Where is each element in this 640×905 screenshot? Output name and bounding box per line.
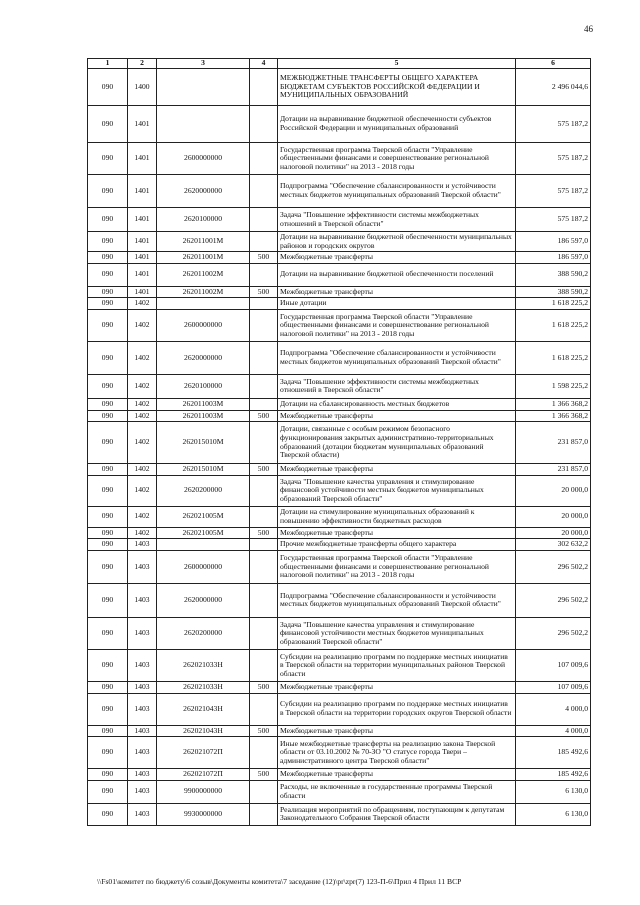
cell-expense-type-code — [250, 309, 278, 341]
cell-target-article-code: 262011003М — [157, 410, 250, 422]
cell-target-article-code: 262011002М — [157, 286, 250, 298]
cell-target-article-code: 262021005М — [157, 506, 250, 527]
cell-section-code: 1403 — [128, 649, 157, 681]
cell-chapter-code: 090 — [88, 464, 128, 476]
cell-item-name: Межбюджетные трансферты — [278, 681, 516, 693]
cell-amount: 1 366 368,2 — [516, 410, 591, 422]
cell-chapter-code: 090 — [88, 550, 128, 583]
cell-chapter-code: 090 — [88, 803, 128, 825]
cell-chapter-code: 090 — [88, 309, 128, 341]
header-cell-3: 3 — [157, 59, 250, 69]
cell-section-code: 1401 — [128, 208, 157, 232]
table-row — [88, 780, 591, 803]
cell-item-name: Реализация мероприятий по обращениям, поступающим к депутатам Законодательного Собрания Тверской области — [278, 803, 516, 825]
cell-section-code: 1403 — [128, 539, 157, 551]
cell-expense-type-code: 500 — [250, 725, 278, 737]
cell-amount: 575 187,2 — [516, 208, 591, 232]
cell-item-name: Государственная программа Тверской области "Управление общественными финансами и совершенствование региональной налоговой политики" на 2013 - 2018 годы — [278, 143, 516, 175]
cell-amount: 107 009,6 — [516, 649, 591, 681]
cell-section-code: 1400 — [128, 69, 157, 106]
cell-section-code: 1402 — [128, 410, 157, 422]
table-row — [88, 617, 591, 649]
cell-chapter-code: 090 — [88, 298, 128, 310]
table-row — [88, 681, 591, 693]
cell-amount: 1 618 225,2 — [516, 298, 591, 310]
header-cell-6: 6 — [516, 59, 591, 69]
table-row — [88, 263, 591, 286]
cell-amount: 231 857,0 — [516, 422, 591, 464]
cell-item-name: Иные дотации — [278, 298, 516, 310]
cell-chapter-code: 090 — [88, 175, 128, 208]
header-row — [88, 59, 591, 69]
cell-item-name: Задача "Повышение качества управления и стимулирование финансовой устойчивости местных бюджетов муниципальных образований Тверской области" — [278, 617, 516, 649]
cell-chapter-code: 090 — [88, 398, 128, 410]
cell-expense-type-code — [250, 803, 278, 825]
cell-chapter-code: 090 — [88, 263, 128, 286]
cell-section-code: 1401 — [128, 106, 157, 143]
cell-target-article-code: 262021033Н — [157, 681, 250, 693]
cell-target-article-code: 2620000000 — [157, 341, 250, 374]
cell-chapter-code: 090 — [88, 649, 128, 681]
cell-chapter-code: 090 — [88, 422, 128, 464]
cell-amount: 296 502,2 — [516, 583, 591, 617]
table-row — [88, 309, 591, 341]
cell-chapter-code: 090 — [88, 143, 128, 175]
table-row — [88, 527, 591, 539]
cell-section-code: 1403 — [128, 780, 157, 803]
cell-amount: 296 502,2 — [516, 550, 591, 583]
cell-item-name: Дотации на сбалансированность местных бюджетов — [278, 398, 516, 410]
cell-chapter-code: 090 — [88, 769, 128, 781]
cell-target-article-code: 262021043Н — [157, 725, 250, 737]
cell-item-name: Прочие межбюджетные трансферты общего характера — [278, 539, 516, 551]
cell-item-name: Расходы, не включенные в государственные программы Тверской области — [278, 780, 516, 803]
cell-section-code: 1403 — [128, 583, 157, 617]
cell-amount: 1 618 225,2 — [516, 309, 591, 341]
cell-chapter-code: 090 — [88, 583, 128, 617]
cell-chapter-code: 090 — [88, 341, 128, 374]
cell-amount: 1 618 225,2 — [516, 341, 591, 374]
cell-target-article-code: 2600000000 — [157, 143, 250, 175]
table-row — [88, 539, 591, 551]
cell-item-name: Подпрограмма "Обеспечение сбалансированности и устойчивости местных бюджетов муниципальных образований Тверской области" — [278, 175, 516, 208]
cell-amount: 6 130,0 — [516, 803, 591, 825]
cell-target-article-code: 2600000000 — [157, 550, 250, 583]
cell-section-code: 1403 — [128, 617, 157, 649]
cell-amount: 575 187,2 — [516, 106, 591, 143]
cell-section-code: 1402 — [128, 298, 157, 310]
cell-chapter-code: 090 — [88, 737, 128, 769]
cell-target-article-code — [157, 106, 250, 143]
cell-chapter-code: 090 — [88, 252, 128, 264]
cell-target-article-code — [157, 298, 250, 310]
cell-section-code: 1401 — [128, 252, 157, 264]
cell-amount: 575 187,2 — [516, 143, 591, 175]
cell-target-article-code: 9930000000 — [157, 803, 250, 825]
cell-amount: 388 590,2 — [516, 286, 591, 298]
table-row — [88, 69, 591, 106]
cell-expense-type-code — [250, 398, 278, 410]
cell-target-article-code: 2620100000 — [157, 374, 250, 398]
cell-target-article-code: 2620200000 — [157, 475, 250, 506]
cell-section-code: 1403 — [128, 769, 157, 781]
table-row — [88, 422, 591, 464]
cell-section-code: 1403 — [128, 737, 157, 769]
table-row — [88, 803, 591, 825]
cell-amount: 20 000,0 — [516, 475, 591, 506]
cell-section-code: 1401 — [128, 143, 157, 175]
cell-target-article-code: 2620000000 — [157, 583, 250, 617]
cell-amount: 20 000,0 — [516, 506, 591, 527]
cell-chapter-code: 090 — [88, 539, 128, 551]
table-row — [88, 693, 591, 725]
cell-amount: 1 598 225,2 — [516, 374, 591, 398]
cell-amount: 4 000,0 — [516, 725, 591, 737]
table-row — [88, 725, 591, 737]
cell-expense-type-code — [250, 263, 278, 286]
cell-expense-type-code — [250, 341, 278, 374]
cell-expense-type-code — [250, 422, 278, 464]
cell-expense-type-code — [250, 106, 278, 143]
table-row — [88, 769, 591, 781]
table-row — [88, 475, 591, 506]
cell-expense-type-code — [250, 506, 278, 527]
cell-chapter-code: 090 — [88, 208, 128, 232]
cell-expense-type-code: 500 — [250, 410, 278, 422]
cell-item-name: Подпрограмма "Обеспечение сбалансированности и устойчивости местных бюджетов муниципальных образований Тверской области" — [278, 341, 516, 374]
cell-expense-type-code — [250, 69, 278, 106]
cell-item-name: Задача "Повышение эффективности системы межбюджетных отношений в Тверской области" — [278, 374, 516, 398]
cell-section-code: 1403 — [128, 725, 157, 737]
cell-item-name: Государственная программа Тверской области "Управление общественными финансами и совершенствование региональной налоговой политики" на 2013 - 2018 годы — [278, 309, 516, 341]
cell-amount: 107 009,6 — [516, 681, 591, 693]
cell-item-name: Дотации на выравнивание бюджетной обеспеченности субъектов Российской Федерации и муниципальных образований — [278, 106, 516, 143]
cell-target-article-code: 2620000000 — [157, 175, 250, 208]
cell-chapter-code: 090 — [88, 374, 128, 398]
cell-expense-type-code: 500 — [250, 464, 278, 476]
cell-expense-type-code — [250, 232, 278, 252]
cell-expense-type-code — [250, 649, 278, 681]
cell-section-code: 1402 — [128, 527, 157, 539]
table-row — [88, 583, 591, 617]
table-body — [88, 59, 591, 826]
cell-expense-type-code — [250, 550, 278, 583]
cell-item-name: МЕЖБЮДЖЕТНЫЕ ТРАНСФЕРТЫ ОБЩЕГО ХАРАКТЕРА БЮДЖЕТАМ СУБЪЕКТОВ РОССИЙСКОЙ ФЕДЕРАЦИИ И МУНИЦИПАЛЬНЫХ ОБРАЗОВАНИЙ — [278, 69, 516, 106]
cell-expense-type-code — [250, 298, 278, 310]
table-row — [88, 286, 591, 298]
table-row — [88, 374, 591, 398]
cell-item-name: Иные межбюджетные трансферты на реализацию закона Тверской области от 03.10.2002 № 70-ЗО "О статусе города Твери – административного центра Тверской области" — [278, 737, 516, 769]
cell-target-article-code: 262015010М — [157, 464, 250, 476]
cell-section-code: 1401 — [128, 232, 157, 252]
table-row — [88, 341, 591, 374]
cell-item-name: Межбюджетные трансферты — [278, 769, 516, 781]
cell-target-article-code: 262011002М — [157, 263, 250, 286]
cell-section-code: 1402 — [128, 506, 157, 527]
cell-expense-type-code — [250, 143, 278, 175]
cell-expense-type-code — [250, 175, 278, 208]
cell-amount: 575 187,2 — [516, 175, 591, 208]
cell-expense-type-code — [250, 374, 278, 398]
cell-section-code: 1402 — [128, 422, 157, 464]
cell-target-article-code: 2620100000 — [157, 208, 250, 232]
page-number: 46 — [584, 24, 593, 34]
cell-item-name: Государственная программа Тверской области "Управление общественными финансами и совершенствование региональной налоговой политики" на 2013 - 2018 годы — [278, 550, 516, 583]
cell-chapter-code: 090 — [88, 232, 128, 252]
cell-amount: 186 597,0 — [516, 252, 591, 264]
cell-chapter-code: 090 — [88, 286, 128, 298]
cell-section-code: 1403 — [128, 803, 157, 825]
cell-section-code: 1402 — [128, 374, 157, 398]
cell-section-code: 1402 — [128, 398, 157, 410]
table-row — [88, 410, 591, 422]
cell-target-article-code — [157, 539, 250, 551]
cell-target-article-code — [157, 69, 250, 106]
cell-amount: 302 632,2 — [516, 539, 591, 551]
cell-amount: 20 000,0 — [516, 527, 591, 539]
cell-amount: 185 492,6 — [516, 737, 591, 769]
cell-target-article-code: 262015010М — [157, 422, 250, 464]
cell-section-code: 1403 — [128, 681, 157, 693]
table-row — [88, 175, 591, 208]
table-row — [88, 106, 591, 143]
cell-target-article-code: 262021072П — [157, 769, 250, 781]
cell-section-code: 1401 — [128, 175, 157, 208]
cell-item-name: Межбюджетные трансферты — [278, 410, 516, 422]
budget-table — [87, 58, 591, 826]
cell-item-name: Задача "Повышение качества управления и стимулирование финансовой устойчивости местных бюджетов муниципальных образований Тверской области" — [278, 475, 516, 506]
table-row — [88, 208, 591, 232]
cell-chapter-code: 090 — [88, 106, 128, 143]
table-row — [88, 252, 591, 264]
header-cell-1: 1 — [88, 59, 128, 69]
table-row — [88, 143, 591, 175]
cell-item-name: Межбюджетные трансферты — [278, 527, 516, 539]
header-cell-5: 5 — [278, 59, 516, 69]
table-row — [88, 506, 591, 527]
cell-section-code: 1402 — [128, 475, 157, 506]
cell-section-code: 1403 — [128, 550, 157, 583]
cell-section-code: 1402 — [128, 341, 157, 374]
table-row — [88, 298, 591, 310]
cell-chapter-code: 090 — [88, 693, 128, 725]
table-row — [88, 649, 591, 681]
cell-chapter-code: 090 — [88, 410, 128, 422]
cell-target-article-code: 262021033Н — [157, 649, 250, 681]
cell-expense-type-code: 500 — [250, 252, 278, 264]
cell-expense-type-code — [250, 737, 278, 769]
cell-expense-type-code — [250, 780, 278, 803]
cell-target-article-code: 2600000000 — [157, 309, 250, 341]
cell-section-code: 1403 — [128, 693, 157, 725]
cell-section-code: 1402 — [128, 309, 157, 341]
cell-item-name: Подпрограмма "Обеспечение сбалансированности и устойчивости местных бюджетов муниципальных образований Тверской области" — [278, 583, 516, 617]
cell-amount: 6 130,0 — [516, 780, 591, 803]
cell-item-name: Субсидии на реализацию программ по поддержке местных инициатив в Тверской области на территории городских округов Тверской области — [278, 693, 516, 725]
cell-amount: 1 366 368,2 — [516, 398, 591, 410]
cell-amount: 2 496 044,6 — [516, 69, 591, 106]
cell-chapter-code: 090 — [88, 725, 128, 737]
cell-chapter-code: 090 — [88, 527, 128, 539]
cell-amount: 231 857,0 — [516, 464, 591, 476]
cell-section-code: 1402 — [128, 464, 157, 476]
cell-target-article-code: 262021072П — [157, 737, 250, 769]
cell-target-article-code: 262011001М — [157, 232, 250, 252]
cell-expense-type-code — [250, 539, 278, 551]
cell-amount: 296 502,2 — [516, 617, 591, 649]
header-cell-2: 2 — [128, 59, 157, 69]
cell-amount: 186 597,0 — [516, 232, 591, 252]
header-cell-4: 4 — [250, 59, 278, 69]
cell-item-name: Межбюджетные трансферты — [278, 252, 516, 264]
cell-amount: 388 590,2 — [516, 263, 591, 286]
cell-chapter-code: 090 — [88, 681, 128, 693]
cell-expense-type-code — [250, 583, 278, 617]
table-row — [88, 550, 591, 583]
cell-item-name: Дотации на выравнивание бюджетной обеспеченности поселений — [278, 263, 516, 286]
cell-expense-type-code — [250, 693, 278, 725]
cell-item-name: Межбюджетные трансферты — [278, 725, 516, 737]
cell-target-article-code: 262011001М — [157, 252, 250, 264]
table-row — [88, 398, 591, 410]
cell-expense-type-code — [250, 617, 278, 649]
cell-target-article-code: 2620200000 — [157, 617, 250, 649]
cell-item-name: Межбюджетные трансферты — [278, 286, 516, 298]
cell-target-article-code: 262021043Н — [157, 693, 250, 725]
table-row — [88, 737, 591, 769]
table-row — [88, 232, 591, 252]
cell-chapter-code: 090 — [88, 69, 128, 106]
cell-amount: 4 000,0 — [516, 693, 591, 725]
cell-section-code: 1401 — [128, 286, 157, 298]
cell-target-article-code: 262021005М — [157, 527, 250, 539]
cell-chapter-code: 090 — [88, 780, 128, 803]
cell-expense-type-code: 500 — [250, 286, 278, 298]
cell-expense-type-code: 500 — [250, 527, 278, 539]
cell-expense-type-code: 500 — [250, 769, 278, 781]
cell-item-name: Дотации на стимулирование муниципальных образований к повышению эффективности бюджетных расходов — [278, 506, 516, 527]
cell-chapter-code: 090 — [88, 506, 128, 527]
cell-expense-type-code: 500 — [250, 681, 278, 693]
cell-chapter-code: 090 — [88, 617, 128, 649]
cell-target-article-code: 262011003М — [157, 398, 250, 410]
cell-item-name: Субсидии на реализацию программ по поддержке местных инициатив в Тверской области на территории муниципальных районов Тверской области — [278, 649, 516, 681]
cell-expense-type-code — [250, 208, 278, 232]
cell-item-name: Межбюджетные трансферты — [278, 464, 516, 476]
cell-expense-type-code — [250, 475, 278, 506]
table-row — [88, 464, 591, 476]
cell-item-name: Дотации на выравнивание бюджетной обеспеченности муниципальных районов и городских округов — [278, 232, 516, 252]
cell-item-name: Дотации, связанные с особым режимом безопасного функционирования закрытых административно-территориальных образований (дотации бюджетам муниципальных образований Тверской области) — [278, 422, 516, 464]
cell-section-code: 1401 — [128, 263, 157, 286]
cell-chapter-code: 090 — [88, 475, 128, 506]
file-path-footer: \\Fs01\комитет по бюджету\6 созыв\Документы комитета\7 заседание (12)\pr\zpr(7) 123-П-6\Прил 4 Прил 11 ВСР — [97, 877, 462, 886]
cell-amount: 185 492,6 — [516, 769, 591, 781]
cell-target-article-code: 9900000000 — [157, 780, 250, 803]
cell-item-name: Задача "Повышение эффективности системы межбюджетных отношений в Тверской области" — [278, 208, 516, 232]
